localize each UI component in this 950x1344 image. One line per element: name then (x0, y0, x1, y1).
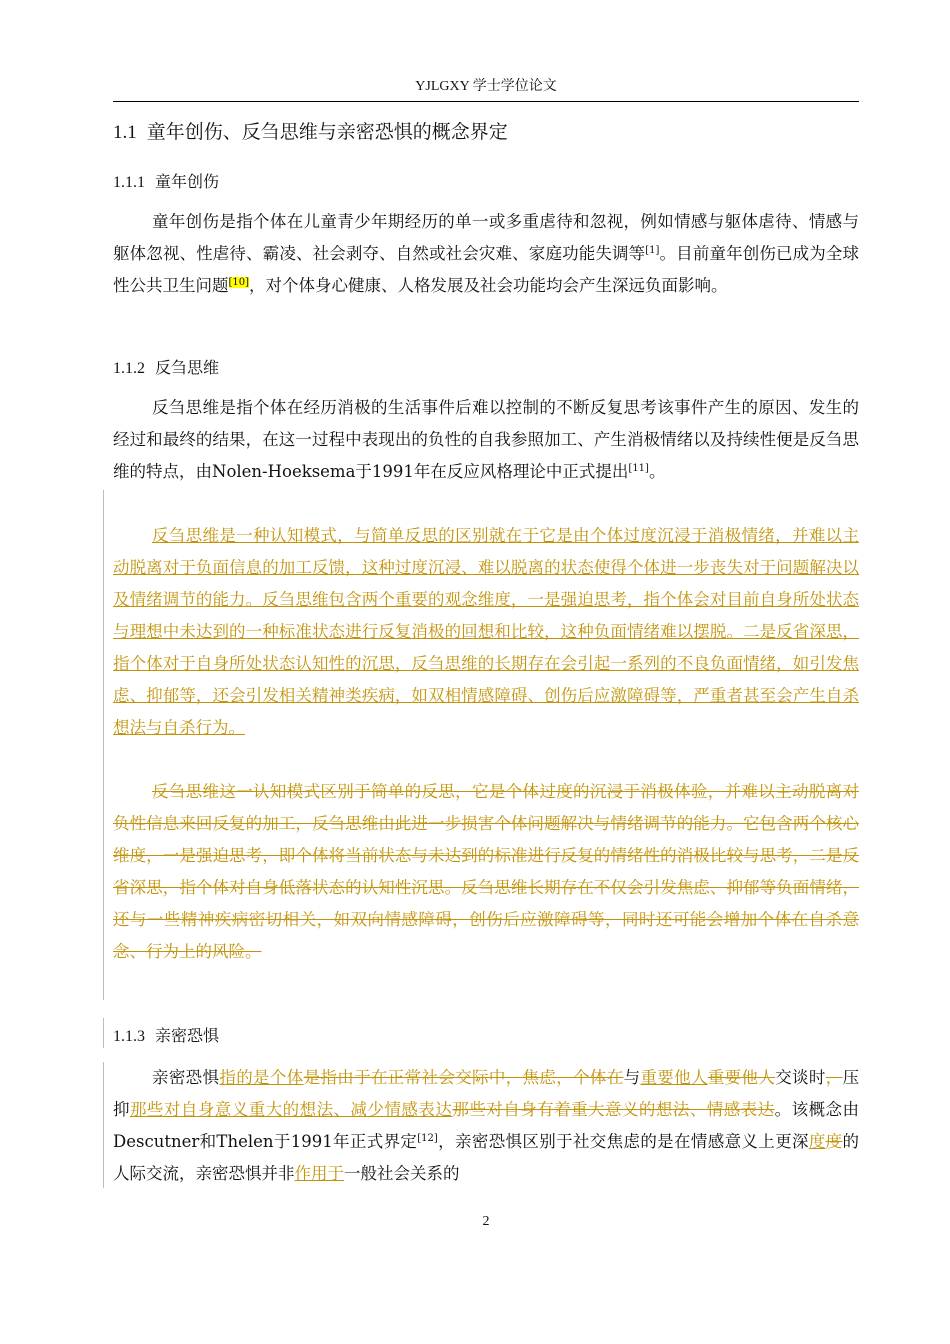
tracked-deletion: 那些对自身有着重大意义的想法、情感表达 (452, 1100, 775, 1119)
subsection-heading-2 (113, 356, 219, 381)
text-run: 交谈时 (775, 1068, 826, 1087)
citation-highlighted: [10] (228, 277, 250, 288)
text-run: 与 (623, 1068, 641, 1087)
subsection-heading-3 (113, 1024, 219, 1049)
section-title: 童年创伤、反刍思维与亲密恐惧的概念界定 (146, 121, 508, 143)
section-number: 1.1 (113, 122, 137, 143)
tracked-deletion: 重要他人 (707, 1068, 776, 1087)
text-run: 压抑 (113, 1068, 860, 1119)
citation: [12] (417, 1133, 438, 1144)
tracked-insertion: 指的是个体 (219, 1068, 304, 1087)
header-rule (113, 101, 859, 102)
change-bar (103, 490, 104, 1000)
text-run: 亲密恐惧 (152, 1068, 220, 1087)
subsection-title: 反刍思维 (155, 358, 220, 377)
text-run: 反刍思维是指个体在经历消极的生活事件后难以控制的不断反复思考该事件产生的原因、发生的经过和最终的结果，在这一过程中表现出的负性的自我参照加工、产生消极情绪以及持续性便是反刍思维的特点，由Nolen-Hoeksema于1991年在反应风格理论中正式提出 (113, 398, 859, 481)
change-bar (103, 1018, 104, 1048)
text-run: 。该概念由Descutner和Thelen于1991年正式界定 (113, 1100, 860, 1151)
text-run: 的人际交流，亲密恐惧并非 (113, 1132, 860, 1183)
text-run: ，亲密恐惧区别于社交焦虑的是在情感意义上更深 (437, 1132, 809, 1151)
tracked-deletion: 度 (825, 1132, 843, 1151)
paragraph-rumination-deleted (113, 776, 859, 968)
subsection-number: 1.1.3 (113, 1028, 145, 1045)
text-run: 。目前童年创伤已成为全球性公共卫生问题 (113, 244, 860, 295)
page-number: 2 (482, 1214, 490, 1229)
subsection-number: 1.1.1 (113, 174, 145, 191)
tracked-deletion: 是指由于在正常社会交际中，焦虑，个体在 (303, 1068, 624, 1087)
tracked-insertion: 作用于 (294, 1164, 344, 1183)
paragraph-intimacy-fear (113, 1062, 859, 1190)
paragraph-childhood-trauma (113, 206, 859, 302)
paragraph-rumination-definition (113, 392, 859, 488)
running-header: YJLGXY 学士学位论文 (415, 79, 557, 94)
text-run: 。 (648, 462, 666, 481)
text-run: 一般社会关系的 (344, 1164, 460, 1183)
subsection-heading-1 (113, 170, 219, 195)
tracked-insertion: 度 (808, 1132, 826, 1151)
tracked-insertion: 重要他人 (640, 1068, 708, 1087)
tracked-deletion: ， (825, 1068, 843, 1087)
text-run: ，对个体身心健康、人格发展及社会功能均会产生深远负面影响。 (249, 276, 728, 295)
paragraph-rumination-inserted (113, 520, 859, 744)
subsection-title: 童年创伤 (155, 172, 220, 191)
subsection-title: 亲密恐惧 (155, 1026, 220, 1045)
tracked-deletion: 反刍思维这一认知模式区别于简单的反思，它是个体过度的沉浸于消极体验，并难以主动脱离对负性信息来回反复的加工，反刍思维由此进一步损害个体问题解决与情绪调节的能力。它包含两个核心维度，一是强迫思考，即个体将当前状态与未达到的标准进行反复的情绪性的消极比较与思考，二是反省深思，指个体对自身低落状态的认知性沉思。反刍思维长期存在不仅会引发焦虑、抑郁等负面情绪，还与一些精神疾病密切相关，如双向情感障碍，创伤后应激障碍等，同时还可能会增加个体在自杀意念、行为上的风险。 (113, 782, 859, 961)
subsection-number: 1.1.2 (113, 360, 145, 377)
text-run: 童年创伤是指个体在儿童青少年期经历的单一或多重虐待和忽视，例如情感与躯体虐待、情感与躯体忽视、性虐待、霸凌、社会剥夺、自然或社会灾难、家庭功能失调等 (113, 212, 859, 263)
tracked-insertion: 反刍思维是一种认知模式，与简单反思的区别就在于它是由个体过度沉浸于消极情绪，并难以主动脱离对于负面信息的加工反馈，这种过度沉浸、难以脱离的状态使得个体进一步丧失对于问题解决以及情绪调节的能力。反刍思维包含两个重要的观念维度，一是强迫思考，指个体会对目前自身所处状态与理想中未达到的一种标准状态进行反复消极的回想和比较，这种负面情绪难以摆脱。二是反省深思，指个体对于自身所处状态认知性的沉思，反刍思维的长期存在会引起一系列的不良负面情绪，如引发焦虑、抑郁等，还会引发相关精神类疾病，如双相情感障碍、创伤后应激障碍等，严重者甚至会产生自杀想法与自杀行为。 (113, 526, 859, 737)
tracked-insertion: 那些对自身意义重大的想法、减少情感表达 (129, 1100, 453, 1119)
change-bar (103, 1062, 104, 1188)
citation: [11] (628, 463, 649, 474)
section-heading (113, 118, 508, 147)
citation: [1] (645, 245, 660, 256)
